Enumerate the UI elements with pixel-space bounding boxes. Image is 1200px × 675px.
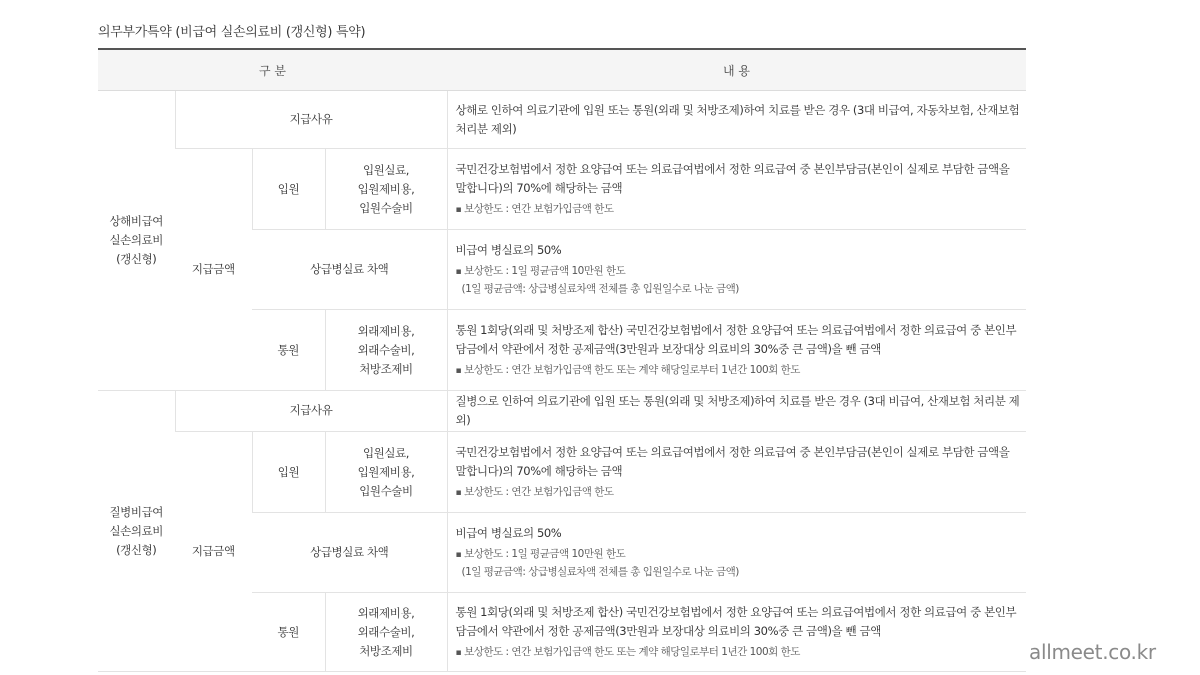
table-row: [98, 149, 1026, 230]
outpatient-items: 외래제비용, 외래수술비, 처방조제비: [325, 593, 447, 672]
header-content: 내 용: [447, 49, 1026, 91]
limit-note: ▪ 보상한도 : 1일 평균금액 10만원 한도: [455, 548, 626, 560]
reason-label: 지급사유: [175, 91, 447, 149]
inpatient-items: 입원실료, 입원제비용, 입원수술비: [325, 432, 447, 513]
header-category: 구 분: [98, 49, 447, 91]
outpatient-label: 통원: [252, 593, 325, 672]
outpatient-items: 외래제비용, 외래수술비, 처방조제비: [325, 310, 447, 391]
inpatient-label: 입원: [252, 432, 325, 513]
section-name: 질병비급여 실손의료비 (갱신형): [98, 391, 175, 672]
amount-label: 지급금액: [175, 149, 252, 391]
watermark: allmeet.co.kr: [1029, 640, 1156, 664]
limit-subnote: (1일 평균금액: 상급병실료차액 전체를 총 입원일수로 나눈 금액): [461, 566, 739, 578]
table-header-row: [98, 49, 1026, 91]
limit-subnote: (1일 평균금액: 상급병실료차액 전체를 총 입원일수로 나눈 금액): [461, 283, 739, 295]
limit-note: ▪ 보상한도 : 연간 보험가입금액 한도 또는 계약 해당일로부터 1년간 100회 한도: [455, 645, 800, 658]
reason-label: 지급사유: [175, 391, 447, 432]
limit-note: ▪ 보상한도 : 1일 평균금액 10만원 한도: [455, 265, 626, 277]
table-row: [98, 432, 1026, 513]
table-row: [98, 91, 1026, 149]
benefit-table: [98, 48, 1026, 672]
limit-note: ▪ 보상한도 : 연간 보험가입금액 한도: [455, 202, 614, 215]
outpatient-label: 통원: [252, 310, 325, 391]
room-label: 상급병실료 차액: [252, 513, 447, 593]
room-content: 비급여 병실료의 50% ▪ 보상한도 : 1일 평균금액 10만원 한도 (1일 평균금액: 상급병실료차액 전체를 총 입원일수로 나눈 금액): [447, 230, 1026, 310]
table-row: [98, 391, 1026, 432]
limit-note: ▪ 보상한도 : 연간 보험가입금액 한도: [455, 485, 614, 498]
inpatient-content: 국민건강보험법에서 정한 요양급여 또는 의료급여법에서 정한 의료급여 중 본인부담금(본인이 실제로 부담한 금액을 말합니다)의 70%에 해당하는 금액 ▪ 보상한도 : 연간 보험가입금액 한도: [447, 149, 1026, 230]
room-content: 비급여 병실료의 50% ▪ 보상한도 : 1일 평균금액 10만원 한도 (1일 평균금액: 상급병실료차액 전체를 총 입원일수로 나눈 금액): [447, 513, 1026, 593]
inpatient-label: 입원: [252, 149, 325, 230]
inpatient-content: 국민건강보험법에서 정한 요양급여 또는 의료급여법에서 정한 의료급여 중 본인부담금(본인이 실제로 부담한 금액을 말합니다)의 70%에 해당하는 금액 ▪ 보상한도 : 연간 보험가입금액 한도: [447, 432, 1026, 513]
reason-text: 질병으로 인하여 의료기관에 입원 또는 통원(외래 및 처방조제)하여 치료를 받은 경우 (3대 비급여, 산재보험 처리분 제외): [447, 391, 1026, 432]
limit-note: ▪ 보상한도 : 연간 보험가입금액 한도 또는 계약 해당일로부터 1년간 100회 한도: [455, 363, 800, 376]
inpatient-items: 입원실료, 입원제비용, 입원수술비: [325, 149, 447, 230]
amount-label: 지급금액: [175, 432, 252, 672]
outpatient-content: 통원 1회당(외래 및 처방조제 합산) 국민건강보험법에서 정한 요양급여 또는 의료급여법에서 정한 의료급여 중 본인부담금에서 약관에서 정한 공제금액(3만원과 보장대상 의료비의 30%중 큰 금액)을 뺀 금액 ▪ 보상한도 : 연간 보험가입금액 한도 또는 계약 해당일로부터 1년간 100회 한도: [447, 310, 1026, 391]
outpatient-content: 통원 1회당(외래 및 처방조제 합산) 국민건강보험법에서 정한 요양급여 또는 의료급여법에서 정한 의료급여 중 본인부담금에서 약관에서 정한 공제금액(3만원과 보장대상 의료비의 30%중 큰 금액)을 뺀 금액 ▪ 보상한도 : 연간 보험가입금액 한도 또는 계약 해당일로부터 1년간 100회 한도: [447, 593, 1026, 672]
section-name: 상해비급여 실손의료비 (갱신형): [98, 91, 175, 391]
room-label: 상급병실료 차액: [252, 230, 447, 310]
page-title: 의무부가특약 (비급여 실손의료비 (갱신형) 특약): [98, 25, 366, 40]
reason-text: 상해로 인하여 의료기관에 입원 또는 통원(외래 및 처방조제)하여 치료를 받은 경우 (3대 비급여, 자동차보험, 산재보험 처리분 제외): [447, 91, 1026, 149]
